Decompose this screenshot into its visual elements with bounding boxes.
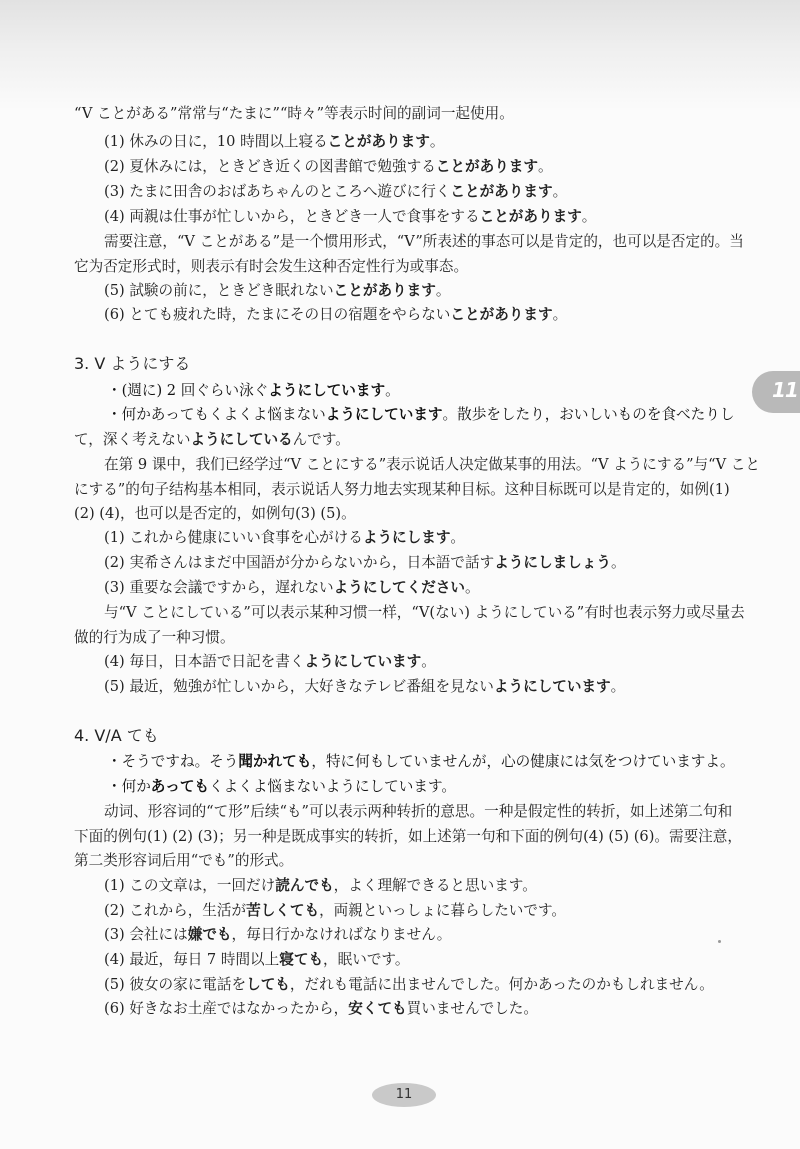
example-number: (5): [104, 282, 125, 299]
grammar-highlight: ことがあります: [450, 183, 553, 200]
example-text: 彼女の家に電話を: [129, 976, 247, 993]
example-number: (1): [104, 133, 125, 150]
s3-para2-line-2: 做的行为成了一种习惯。: [74, 629, 235, 646]
bullet-text: ・何かあってもくよくよ悩まない: [107, 406, 326, 423]
example-number: (3): [104, 183, 125, 200]
bullet-end: くよくよ悩まないようにしています。: [209, 778, 456, 795]
s3-para1-line-1: 在第 9 课中，我们已经学过“V ことにする”表示说话人决定做某事的用法。“V ようにする”与“V こと: [104, 456, 760, 473]
grammar-highlight: ことがあります: [450, 306, 553, 323]
example-text: 最近，毎日 7 時間以上: [129, 951, 280, 968]
example-number: (5): [104, 678, 125, 695]
example-end: 。: [610, 554, 626, 571]
s4-para-line-2: 下面的例句(1) (2) (3)；另一种是既成事实的转折，如上述第一句和下面的例句(4) (5) (6)。需要注意，: [74, 828, 742, 845]
example-number: (1): [104, 877, 125, 894]
example-number: (1): [104, 529, 125, 546]
grammar-highlight: ようにしています: [268, 382, 386, 399]
example-text: この文章は，一回だけ: [129, 877, 276, 894]
bullet-text: ・(週に) 2 回ぐらい泳ぐ: [107, 382, 269, 399]
example-number: (4): [104, 951, 125, 968]
section-4-heading: 4. V/A ても: [74, 726, 159, 745]
grammar-highlight: 寝ても: [279, 951, 324, 968]
example-text: 試験の前に，ときどき眠れない: [129, 282, 334, 299]
grammar-highlight: 読んでも: [275, 877, 334, 894]
bullet-text: て，深く考えない: [74, 431, 191, 448]
example-number: (4): [104, 208, 125, 225]
bullet-end: ，特に何もしていませんが，心の健康には気をつけていますよ。: [311, 753, 735, 770]
grammar-highlight: ようにしましょう: [494, 554, 611, 571]
example-text: 実希さんはまだ中国語が分からないから，日本語で話す: [129, 554, 495, 571]
s4-para-line-1: 动词、形容词的“て形”后续“も”可以表示两种转折的意思。一种是假定性的转折，如上述第二句和: [104, 803, 733, 820]
s4-example-3: [104, 925, 451, 945]
example-rest: ，毎日行かなければなりません。: [231, 926, 452, 943]
s2-note-line-2: 它为否定形式时，则表示有时会发生这种否定性行为或事态。: [74, 258, 469, 275]
bullet-text: ・何か: [107, 778, 151, 795]
print-speck: [718, 940, 721, 943]
example-text: 重要な会議ですから，遅れない: [129, 579, 334, 596]
example-text: これから，生活が: [129, 902, 247, 919]
s3-bullet-2-line-1: [107, 405, 734, 425]
s3-example-5: [104, 677, 625, 697]
s2-example-6: [104, 305, 567, 325]
s2-intro: “V ことがある”常常与“たまに”“時々”等表示时间的副词一起使用。: [74, 105, 514, 122]
bullet-text: ・そうですね。そう: [107, 753, 239, 770]
example-text: 最近，勉強が忙しいから，大好きなテレビ番組を見ない: [129, 678, 494, 695]
example-number: (3): [104, 579, 125, 596]
example-number: (2): [104, 902, 125, 919]
s4-bullet-2: [107, 777, 456, 797]
example-text: とても疲れた時，たまにその日の宿題をやらない: [129, 306, 451, 323]
s2-example-1: [104, 132, 444, 152]
grammar-highlight: ようにしています: [325, 406, 443, 423]
grammar-highlight: ことがあります: [479, 208, 582, 225]
example-end: 。: [450, 529, 466, 546]
example-number: (6): [104, 1000, 125, 1017]
grammar-highlight: 苦しくても: [246, 902, 320, 919]
s3-example-3: [104, 578, 480, 598]
grammar-highlight: ようにしてください: [333, 579, 466, 596]
s4-example-4: [104, 950, 409, 970]
s2-example-5: [104, 281, 450, 301]
example-text: これから健康にいい食事を心がける: [129, 529, 363, 546]
example-end: 。: [581, 208, 597, 225]
grammar-highlight: ようにしている: [190, 431, 293, 448]
example-end: 。: [552, 306, 568, 323]
s3-para2-line-1: 与“V ことにしている”可以表示某种习惯一样，“V(ない) ようにしている”有时也表示努力或尽量去: [104, 604, 745, 621]
s3-bullet-2-line-2: [74, 430, 350, 450]
s2-example-2: [104, 157, 553, 177]
s4-example-6: [104, 999, 538, 1019]
example-text: たまに田舎のおばあちゃんのところへ遊びに行く: [129, 183, 451, 200]
example-number: (6): [104, 306, 125, 323]
s4-para-line-3: 第二类形容词后用“でも”的形式。: [74, 852, 294, 869]
example-end: 。: [435, 282, 451, 299]
grammar-highlight: あっても: [150, 778, 210, 795]
s3-example-1: [104, 528, 465, 548]
example-text: 会社には: [129, 926, 188, 943]
grammar-highlight: 嫌でも: [187, 926, 232, 943]
grammar-highlight: しても: [246, 976, 290, 993]
s2-example-4: [104, 207, 596, 227]
s3-para1-line-2: にする”的句子结构基本相同，表示说话人努力地去实现某种目标。这种目标既可以是肯定的，如例(1): [74, 481, 730, 498]
grammar-highlight: ようにします: [362, 529, 451, 546]
grammar-highlight: ようにしています: [304, 653, 422, 670]
example-rest: 買いませんでした。: [406, 1000, 538, 1017]
bullet-end: 。散歩をしたり，おいしいものを食べたりし: [442, 406, 735, 423]
example-rest: ，よく理解できると思います。: [333, 877, 537, 894]
example-end: 。: [429, 133, 445, 150]
s3-bullet-1: [107, 381, 400, 401]
s4-example-1: [104, 876, 537, 896]
example-number: (2): [104, 158, 125, 175]
s2-note-line-1: 需要注意，“V ことがある”是一个惯用形式，“V”所表述的事态可以是肯定的，也可以是否定的。当: [104, 233, 744, 250]
s4-bullet-1: [107, 752, 735, 772]
example-number: (5): [104, 976, 125, 993]
grammar-highlight: 安くても: [348, 1000, 407, 1017]
grammar-highlight: ことがあります: [327, 133, 430, 150]
example-text: 夏休みには，ときどき近くの図書館で勉強する: [129, 158, 436, 175]
example-rest: ，だれも電話に出ませんでした。何かあったのかもしれません。: [289, 976, 714, 993]
s2-example-3: [104, 182, 567, 202]
grammar-highlight: 聞かれても: [238, 753, 312, 770]
s3-example-4: [104, 652, 436, 672]
example-end: 。: [465, 579, 480, 596]
s4-example-2: [104, 901, 566, 921]
s4-example-5: [104, 975, 714, 995]
example-end: 。: [610, 678, 626, 695]
example-rest: ，両親といっしょに暮らしたいです。: [319, 902, 567, 919]
bullet-end: 。: [385, 382, 400, 399]
example-text: 休みの日に，10 時間以上寝る: [129, 133, 328, 150]
example-number: (4): [104, 653, 125, 670]
example-text: 毎日，日本語で日記を書く: [129, 653, 305, 670]
chapter-side-tab-label: 11: [772, 378, 798, 402]
bullet-end: んです。: [292, 431, 350, 448]
grammar-highlight: ことがあります: [435, 158, 538, 175]
s3-example-2: [104, 553, 626, 573]
example-end: 。: [552, 183, 568, 200]
example-rest: ，眠いです。: [323, 951, 410, 968]
example-end: 。: [537, 158, 553, 175]
grammar-highlight: ようにしています: [493, 678, 611, 695]
example-text: 好きなお土産ではなかったから，: [129, 1000, 349, 1017]
page-number: 11: [395, 1087, 413, 1102]
grammar-highlight: ことがあります: [333, 282, 436, 299]
top-shade: [0, 0, 800, 110]
example-number: (3): [104, 926, 125, 943]
example-number: (2): [104, 554, 125, 571]
section-3-heading: 3. V ようにする: [74, 354, 191, 373]
s3-para1-line-3: (2) (4)，也可以是否定的，如例句(3) (5)。: [74, 505, 356, 522]
example-end: 。: [421, 653, 436, 670]
example-text: 両親は仕事が忙しいから，ときどき一人で食事をする: [129, 208, 480, 225]
